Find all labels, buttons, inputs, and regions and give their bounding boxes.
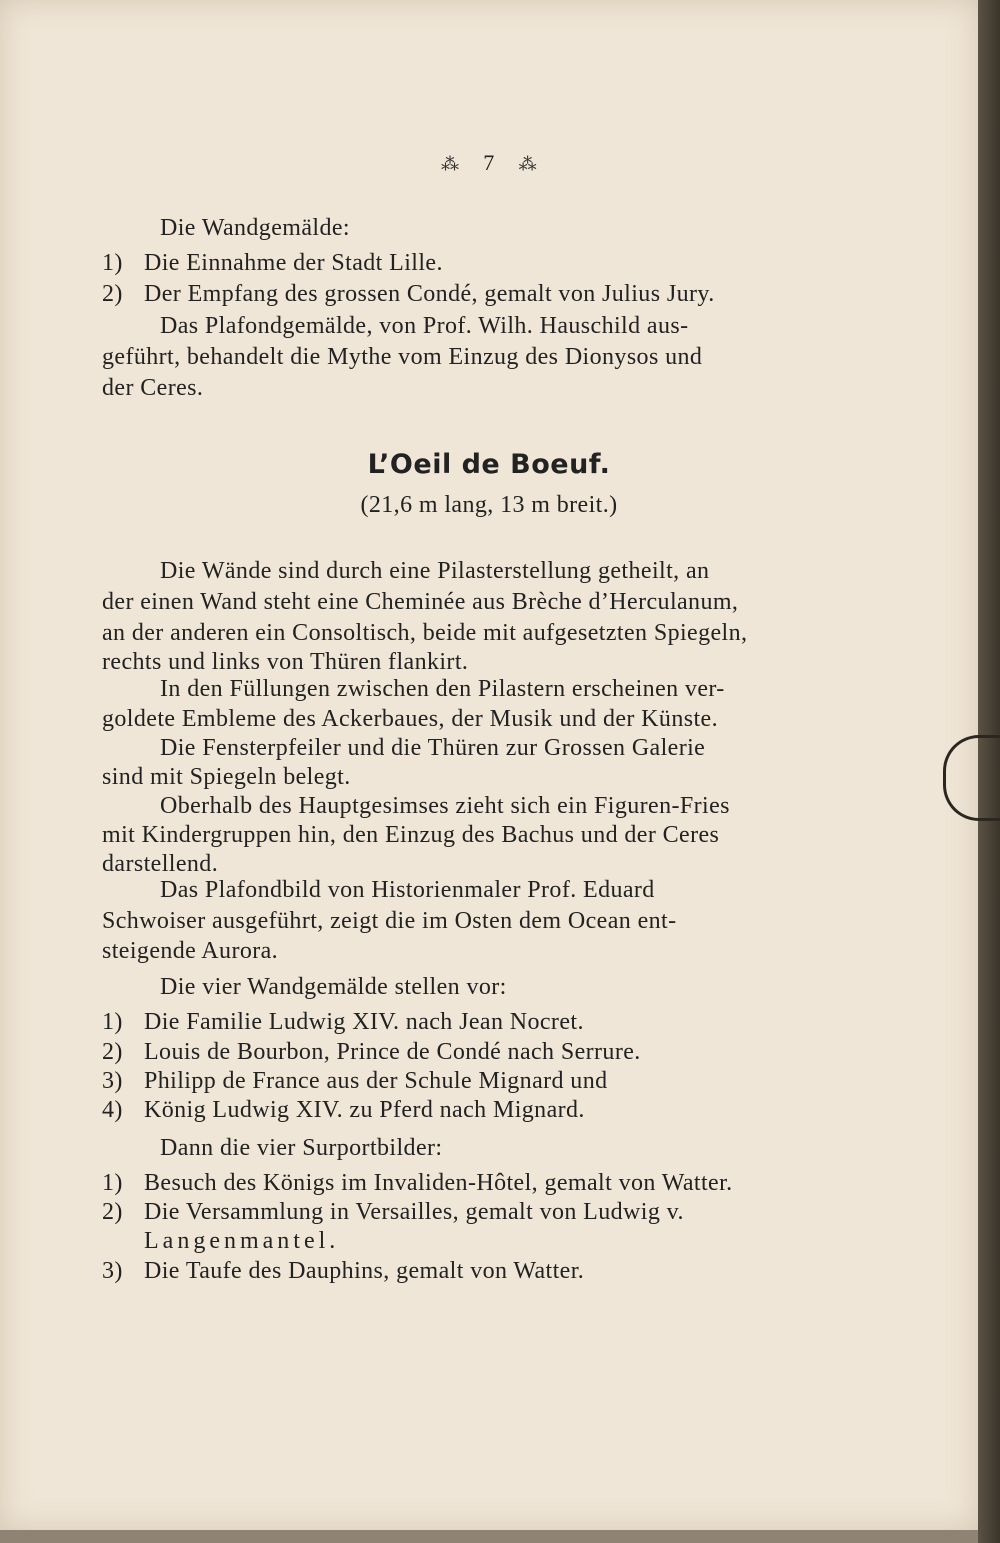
list-item-text: Der Empfang des grossen Condé, gemalt von Julius Jury. (144, 281, 715, 307)
list-item (102, 1039, 641, 1066)
list-item (102, 250, 443, 277)
list-item-number: 2) (102, 281, 123, 307)
list-item-text: Langenmantel. (144, 1228, 340, 1254)
list-item (102, 1009, 584, 1036)
list-item-number: 4) (102, 1097, 123, 1123)
list-item (102, 1258, 584, 1285)
list-item-number: 3) (102, 1258, 123, 1284)
list-item (102, 1068, 608, 1095)
section1-intro: Die Wandgemälde: (160, 215, 350, 241)
paragraph-line: der Ceres. (102, 375, 204, 401)
paragraph-line: Die vier Wandgemälde stellen vor: (160, 974, 507, 1000)
page-header (0, 150, 978, 176)
list-item-number: 3) (102, 1068, 123, 1094)
paragraph-line: Schwoiser ausgeführt, zeigt die im Osten dem Ocean ent- (102, 908, 677, 934)
paragraph-line: Oberhalb des Hauptgesimses zieht sich ein Figuren-Fries (160, 793, 730, 819)
list-item-text: Louis de Bourbon, Prince de Condé nach Serrure. (144, 1039, 641, 1065)
section-title: L’Oeil de Boeuf. (367, 449, 611, 480)
paragraph-line: sind mit Spiegeln belegt. (102, 764, 351, 790)
list-item-text: Die Familie Ludwig XIV. nach Jean Nocret. (144, 1009, 584, 1035)
list-item-number: 2) (102, 1039, 123, 1065)
ornament-right-icon: ⁂ (518, 154, 538, 174)
list-item-number: 2) (102, 1199, 123, 1225)
list-item-text: Die Versammlung in Versailles, gemalt von Ludwig v. (144, 1199, 684, 1225)
page-number: 7 (483, 150, 495, 175)
list-item (102, 1170, 733, 1197)
list-item (102, 281, 715, 308)
paragraph-line: Dann die vier Surportbilder: (160, 1135, 443, 1161)
paragraph-line: In den Füllungen zwischen den Pilastern erscheinen ver- (160, 676, 725, 702)
paragraph-line: darstellend. (102, 851, 219, 877)
list-item (102, 1199, 684, 1226)
list-item-text: Die Taufe des Dauphins, gemalt von Watter. (144, 1258, 585, 1284)
paragraph-line: Die Fensterpfeiler und die Thüren zur Grossen Galerie (160, 735, 706, 761)
ornament-left-icon: ⁂ (440, 154, 460, 174)
paragraph-line: goldete Embleme des Ackerbaues, der Musik und der Künste. (102, 706, 718, 732)
paragraph-line: Das Plafondbild von Historienmaler Prof. Eduard (160, 877, 655, 903)
paragraph-line: mit Kindergruppen hin, den Einzug des Bachus und der Ceres (102, 822, 720, 848)
list-item-number: 1) (102, 250, 123, 276)
paragraph-line: Die Wände sind durch eine Pilasterstellung getheilt, an (160, 558, 710, 584)
list-item-number: 1) (102, 1009, 123, 1035)
list-item-text: Die Einnahme der Stadt Lille. (144, 250, 443, 276)
list-item-number: 1) (102, 1170, 123, 1196)
section-subtitle: (21,6 m lang, 13 m breit.) (360, 492, 618, 518)
paragraph-line: an der anderen ein Consoltisch, beide mit aufgesetzten Spiegeln, (102, 620, 748, 646)
list-item-text: Besuch des Königs im Invaliden-Hôtel, gemalt von Watter. (144, 1170, 733, 1196)
list-item (102, 1228, 339, 1255)
list-item-text: König Ludwig XIV. zu Pferd nach Mignard. (144, 1097, 585, 1123)
list-item (102, 1097, 585, 1124)
list-item-text: Philipp de France aus der Schule Mignard und (144, 1068, 608, 1094)
paragraph-line: steigende Aurora. (102, 938, 279, 964)
paragraph-line: der einen Wand steht eine Cheminée aus Brèche d’Herculanum, (102, 589, 739, 615)
paragraph-line: Das Plafondgemälde, von Prof. Wilh. Hauschild aus- (160, 313, 689, 339)
paragraph-line: geführt, behandelt die Mythe vom Einzug des Dionysos und (102, 344, 703, 370)
paragraph-line: rechts und links von Thüren flankirt. (102, 649, 469, 675)
